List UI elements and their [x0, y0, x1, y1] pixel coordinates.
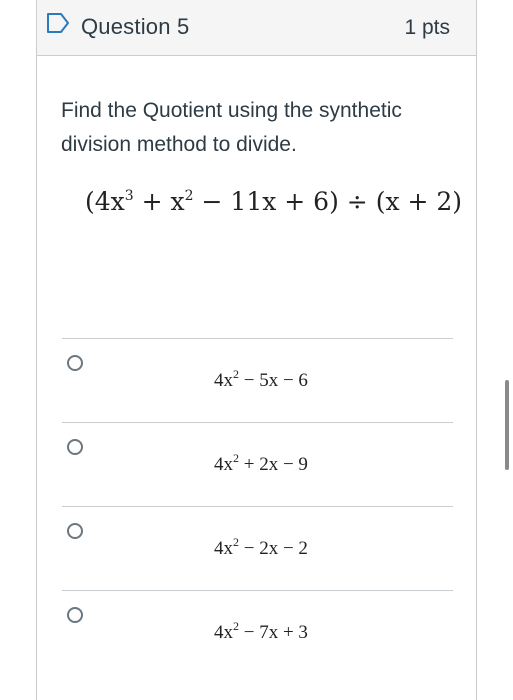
expr-exponent-2: 2: [184, 188, 194, 204]
radio-button-icon[interactable]: [67, 439, 83, 455]
answer-label: $4x^2 - 2x - 2$: [214, 535, 308, 559]
expr-second-term: + x: [133, 187, 185, 216]
question-points: 1 pts: [404, 16, 450, 39]
question-card: [36, 0, 477, 700]
answer-option-2[interactable]: [62, 422, 453, 506]
division-expression: [85, 184, 462, 220]
radio-button-icon[interactable]: [67, 355, 83, 371]
question-title: Question 5: [81, 14, 190, 39]
expr-exponent-3: 3: [124, 188, 134, 204]
expr-close-paren: ): [329, 187, 339, 216]
answer-option-4[interactable]: [62, 590, 453, 674]
answer-label: $4x^2 - 5x - 6$: [214, 367, 308, 391]
answer-list: [62, 338, 453, 674]
question-prompt: Find the Quotient using the synthetic division method to divide.: [61, 99, 402, 156]
answer-label: $4x^2 + 2x - 9$: [214, 451, 308, 475]
answer-label: $4x^2 - 7x + 3$: [214, 619, 308, 643]
flag-icon[interactable]: [46, 12, 70, 34]
scrollbar[interactable]: [505, 380, 509, 470]
expr-divisor: (x + 2): [375, 187, 463, 216]
expr-divide-sign: ÷: [338, 187, 376, 216]
radio-button-icon[interactable]: [67, 607, 83, 623]
expr-remaining-terms: − 11x + 6: [193, 187, 330, 216]
question-header: [37, 0, 476, 56]
expr-open-paren: (: [85, 187, 95, 216]
radio-button-icon[interactable]: [67, 523, 83, 539]
answer-option-3[interactable]: [62, 506, 453, 590]
answer-option-1[interactable]: [62, 338, 453, 422]
expr-lead-term: 4x: [94, 187, 125, 216]
